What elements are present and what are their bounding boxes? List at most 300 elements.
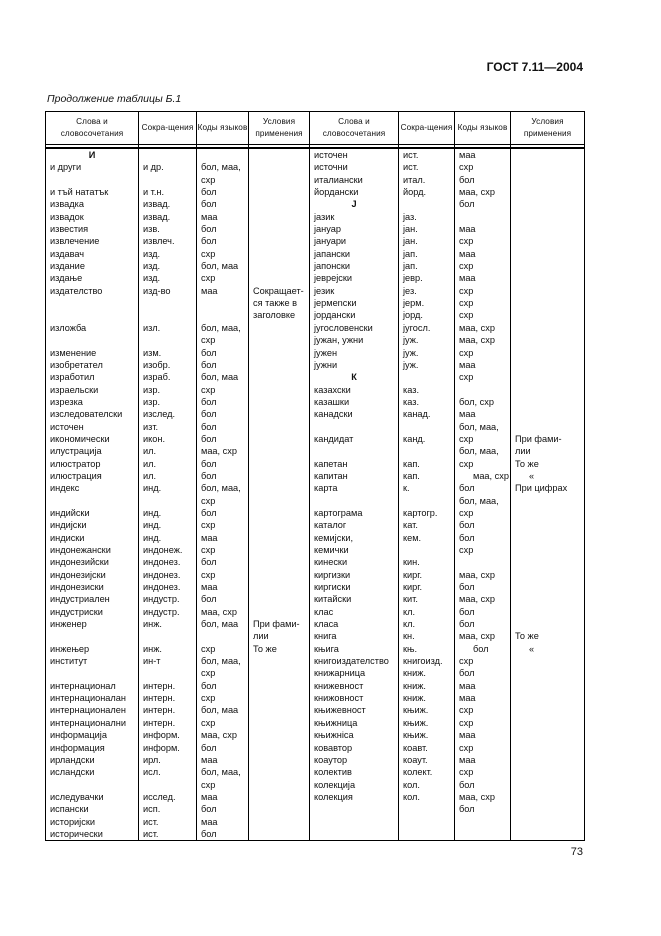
table-cell — [511, 754, 584, 766]
table-cell: бол, маа, — [459, 446, 499, 457]
table-cell: маа — [459, 248, 476, 259]
table-cell — [511, 729, 584, 741]
table-cell: При фами- — [253, 619, 300, 630]
table-cell — [511, 334, 584, 346]
table-cell: клас — [314, 606, 334, 617]
table-cell — [249, 581, 309, 593]
table-cell — [249, 495, 309, 507]
table-cell — [511, 742, 584, 754]
table-cell: источни — [314, 162, 348, 173]
table-cell: маа — [459, 150, 476, 160]
table-cell: к. — [403, 483, 410, 494]
table-cell: бол — [201, 507, 217, 518]
table-cell: изв. — [143, 224, 160, 235]
table-cell: бол — [201, 828, 217, 839]
table-cell: схр — [459, 162, 474, 173]
table-cell — [511, 593, 584, 605]
table-cell: инд. — [143, 507, 162, 518]
table-cell — [511, 421, 584, 433]
section-letter: J — [351, 199, 357, 210]
table-cell — [249, 359, 309, 371]
table-cell: инжењер — [50, 643, 90, 654]
table-cell — [511, 223, 584, 235]
table-cell: схр — [201, 495, 216, 506]
table-cell: индонежански — [50, 545, 111, 555]
table-cell: казашки — [314, 396, 350, 407]
table-cell: књиж. — [403, 717, 429, 728]
table-cell: инд. — [143, 532, 162, 543]
table-cell: колекция — [314, 791, 353, 802]
table-cell — [249, 704, 309, 716]
table-cell — [511, 359, 584, 371]
table-cell: схр — [201, 569, 216, 580]
table-cell — [511, 322, 584, 334]
table-cell: коаутор — [314, 754, 348, 765]
table-cell: илустрација — [50, 446, 102, 457]
table-cell — [249, 248, 309, 260]
table-cell: ил. — [143, 446, 157, 457]
table-cell: схр — [459, 742, 474, 753]
table-cell: класа — [314, 619, 339, 630]
table-cell — [249, 593, 309, 605]
table-cell — [511, 581, 584, 593]
table-cell: јап. — [403, 248, 418, 259]
table-cell: индиски — [50, 532, 85, 543]
table-cell: изработил — [50, 372, 95, 383]
table-cell — [197, 630, 248, 642]
table-cell: изл. — [143, 322, 161, 333]
table-cell: икон. — [143, 433, 165, 444]
page-number: 73 — [570, 846, 583, 858]
table-cell: йорд. — [403, 187, 427, 198]
table-cell: бол — [201, 458, 217, 469]
table-cell: схр — [459, 507, 474, 518]
table-cell: маа — [201, 754, 218, 765]
table-cell: информ. — [143, 742, 180, 753]
right-codes-column — [455, 148, 511, 841]
table-cell: кемијски, — [314, 532, 354, 543]
table-cell — [511, 606, 584, 618]
table-cell: маа — [201, 582, 218, 593]
table-cell — [249, 334, 309, 346]
table-cell: институт — [50, 656, 88, 667]
table-cell: интернационални — [50, 717, 126, 728]
table-cell: канадски — [314, 409, 353, 420]
table-cell — [46, 495, 138, 507]
table-cell: ин-т — [143, 656, 161, 667]
table-cell — [139, 630, 196, 642]
table-cell: књижница — [314, 717, 358, 728]
col-header-conditions: Условия применения — [249, 112, 310, 145]
table-cell: бол, маа — [201, 261, 239, 272]
table-cell: бол — [201, 594, 217, 605]
table-cell: колекција — [314, 779, 356, 790]
table-cell: бол, маа, — [459, 495, 499, 506]
table-cell: историјски — [50, 816, 95, 827]
table-cell: бол, маа, — [201, 767, 241, 778]
table-cell: јеврејски — [314, 273, 353, 284]
table-cell: ся также в — [253, 298, 298, 309]
table-cell: маа, схр — [201, 730, 237, 741]
table-cell: исслед. — [143, 791, 176, 802]
table-cell — [399, 198, 454, 210]
table-cell: маа, схр — [459, 594, 495, 605]
table-cell — [455, 384, 510, 396]
table-cell: изслед. — [143, 409, 176, 420]
table-cell: индонеж. — [143, 545, 183, 555]
table-cell: ковавтор — [314, 742, 353, 753]
table-cell — [249, 507, 309, 519]
table-cell: исп. — [143, 804, 161, 815]
table-cell: китайски — [314, 594, 352, 605]
table-cell: извадок — [50, 211, 84, 222]
table-cell: бол — [201, 187, 217, 198]
table-cell: книжовност — [314, 693, 364, 704]
table-cell: маа, схр — [459, 631, 495, 642]
table-cell: јевр. — [403, 273, 423, 284]
table-cell: схр — [459, 347, 474, 358]
table-cell: маа — [459, 754, 476, 765]
table-cell: То же — [515, 631, 539, 642]
table-cell — [511, 408, 584, 420]
table-cell: индустриален — [50, 594, 110, 605]
table-cell: схр — [201, 717, 216, 728]
table-cell: киргизки — [314, 569, 351, 580]
table-cell — [249, 544, 309, 556]
table-cell: кинески — [314, 557, 348, 568]
table-cell: маа, схр — [459, 322, 495, 333]
table-cell: бол — [201, 680, 217, 691]
table-cell: маа — [459, 409, 476, 420]
table-cell: интернационалан — [50, 693, 126, 704]
table-cell: јуж. — [403, 347, 419, 358]
table-caption: Продолжение таблицы Б.1 — [47, 93, 182, 105]
table-cell: маа — [459, 359, 476, 370]
table-cell: схр — [459, 298, 474, 309]
table-cell: инж. — [143, 619, 162, 630]
table-cell: јап. — [403, 261, 418, 272]
table-cell — [197, 149, 248, 161]
table-cell — [249, 692, 309, 704]
table-cell: книжевност — [314, 680, 364, 691]
table-cell: каз. — [403, 384, 419, 395]
table-cell: индустр. — [143, 594, 180, 605]
table-cell: бол, маа, — [459, 421, 499, 432]
table-cell: канад. — [403, 409, 431, 420]
table-cell — [511, 285, 584, 297]
table-cell — [46, 174, 138, 186]
col-header-conditions-2: Условия применения — [511, 112, 585, 145]
table-body-row — [46, 148, 585, 841]
table-cell: јануар — [314, 224, 341, 235]
table-cell — [249, 556, 309, 568]
table-cell — [511, 532, 584, 544]
table-cell: книга — [314, 631, 337, 642]
table-cell: бол — [473, 643, 489, 654]
table-cell — [511, 248, 584, 260]
table-cell: јордански — [314, 310, 356, 321]
col-header-codes-2: Коды языков — [455, 112, 511, 145]
table-cell: књиж. — [403, 730, 429, 741]
table-cell: илюстратор — [50, 458, 101, 469]
table-cell: бол — [459, 619, 475, 630]
table-cell: информ. — [143, 730, 180, 741]
table-cell: капетан — [314, 458, 348, 469]
table-cell — [249, 532, 309, 544]
table-cell — [249, 766, 309, 778]
left-codes-column — [197, 148, 249, 841]
section-letter: И — [88, 150, 96, 160]
table-cell: То же — [515, 458, 539, 469]
table-cell — [249, 655, 309, 667]
table-cell — [46, 779, 138, 791]
table-cell: илюстрация — [50, 470, 102, 481]
table-cell — [249, 186, 309, 198]
table-cell: книж. — [403, 680, 426, 691]
table-cell: кап. — [403, 458, 420, 469]
table-cell: ирл. — [143, 754, 161, 765]
table-cell: индијски — [50, 520, 87, 531]
table-cell — [310, 445, 398, 457]
table-cell — [249, 211, 309, 223]
table-cell: схр — [201, 643, 216, 654]
table-cell — [511, 704, 584, 716]
table-cell: бол — [201, 557, 217, 568]
table-cell: карта — [314, 483, 338, 494]
table-cell: киргиски — [314, 582, 351, 593]
table-cell — [511, 309, 584, 321]
table-cell — [197, 297, 248, 309]
table-cell: исландски — [50, 767, 95, 778]
table-cell — [249, 791, 309, 803]
table-cell: јан. — [403, 236, 418, 247]
table-cell — [249, 680, 309, 692]
table-cell: бол — [459, 174, 475, 185]
right-words-column — [310, 148, 399, 841]
table-cell: схр — [459, 236, 474, 247]
table-cell: изд. — [143, 261, 161, 272]
table-cell — [139, 667, 196, 679]
table-cell — [511, 655, 584, 667]
table-cell: бол — [459, 520, 475, 531]
right-conditions-column — [511, 148, 585, 841]
table-cell: лии — [515, 446, 531, 457]
table-cell: ирландски — [50, 754, 95, 765]
table-cell: изложба — [50, 322, 87, 333]
table-cell: индонез. — [143, 582, 181, 593]
table-cell: изрезка — [50, 396, 83, 407]
table-cell: бол — [459, 668, 475, 679]
table-cell: исторически — [50, 828, 103, 839]
table-cell: и други — [50, 162, 82, 173]
table-cell: индустриски — [50, 606, 103, 617]
table-cell: индонез. — [143, 557, 181, 568]
table-cell: ист. — [403, 150, 419, 160]
table-cell — [399, 371, 454, 383]
table-cell — [249, 470, 309, 482]
table-cell: италиански — [314, 174, 363, 185]
table-cell: инд. — [143, 483, 162, 494]
table-cell: бол — [201, 742, 217, 753]
table-cell: извад. — [143, 211, 171, 222]
table-cell: изд. — [143, 248, 161, 259]
table-cell — [310, 421, 398, 433]
table-cell — [511, 556, 584, 568]
table-cell — [511, 495, 584, 507]
table-cell: колектив — [314, 767, 352, 778]
table-cell: книж. — [403, 668, 426, 679]
table-header-row — [46, 112, 585, 145]
table-cell: интернационал — [50, 680, 116, 691]
left-words-column — [46, 148, 139, 841]
table-cell: капитан — [314, 470, 348, 481]
table-cell: изменение — [50, 347, 97, 358]
table-cell — [249, 445, 309, 457]
table-cell: кит. — [403, 594, 418, 605]
table-cell: интерн. — [143, 717, 176, 728]
table-cell: схр — [201, 693, 216, 704]
table-cell: кн. — [403, 631, 415, 642]
table-cell: индонезийски — [50, 557, 109, 568]
table-cell: бол — [459, 532, 475, 543]
col-header-codes: Коды языков — [197, 112, 249, 145]
table-cell: инж. — [143, 643, 162, 654]
table-cell — [249, 803, 309, 815]
table-cell: интернационален — [50, 705, 126, 716]
table-cell: схр — [459, 310, 474, 321]
table-cell — [511, 507, 584, 519]
table-cell: јужан, ужни — [314, 335, 364, 346]
table-cell: јужни — [314, 359, 338, 370]
table-cell — [139, 309, 196, 321]
table-cell: југословенски — [314, 322, 373, 333]
table-cell: кол. — [403, 791, 420, 802]
table-cell — [399, 495, 454, 507]
table-cell: схр — [201, 174, 216, 185]
table-cell — [399, 445, 454, 457]
table-cell: књига — [314, 643, 339, 654]
section-letter: К — [351, 372, 357, 383]
table-cell: интерн. — [143, 705, 176, 716]
table-cell — [249, 433, 309, 445]
table-cell — [511, 384, 584, 396]
table-cell: јуж. — [403, 335, 419, 346]
left-abbr-column — [139, 148, 197, 841]
table-cell — [249, 198, 309, 210]
table-cell — [511, 174, 584, 186]
table-cell: картогр. — [403, 507, 438, 518]
table-cell: инженер — [50, 619, 87, 630]
table-cell: схр — [459, 767, 474, 778]
table-cell: схр — [459, 717, 474, 728]
table-cell: схр — [459, 705, 474, 716]
table-cell: схр — [201, 520, 216, 531]
table-cell — [139, 779, 196, 791]
table-cell — [249, 569, 309, 581]
table-cell: јорд. — [403, 310, 423, 321]
table-cell — [249, 729, 309, 741]
table-cell: ист. — [403, 162, 419, 173]
table-cell: и тъй нататък — [50, 187, 109, 198]
table-cell: изт. — [143, 421, 159, 432]
table-cell: јез. — [403, 285, 417, 296]
table-cell — [249, 161, 309, 173]
table-cell: бол, маа, — [201, 322, 241, 333]
table-cell — [249, 828, 309, 840]
table-cell: бол — [201, 421, 217, 432]
table-cell: језик — [314, 285, 335, 296]
table-cell: бол, маа, — [201, 483, 241, 494]
table-cell: изобретател — [50, 359, 103, 370]
table-cell: индекс — [50, 483, 80, 494]
table-cell: изр. — [143, 396, 161, 407]
table-cell: « — [529, 643, 535, 654]
table-cell — [139, 149, 196, 161]
table-cell: схр — [201, 335, 216, 346]
table-cell: казахски — [314, 384, 351, 395]
table-cell: бол, маа, — [201, 656, 241, 667]
table-cell: изд-во — [143, 285, 171, 296]
table-cell: кирг. — [403, 582, 423, 593]
table-cell — [249, 667, 309, 679]
table-cell: книж. — [403, 693, 426, 704]
table-cell: кол. — [403, 779, 420, 790]
table-cell: и т.н. — [143, 187, 165, 198]
table-cell: кем. — [403, 532, 422, 543]
table-cell: бол — [459, 199, 475, 210]
table-cell — [511, 519, 584, 531]
table-cell — [197, 309, 248, 321]
table-cell — [511, 198, 584, 210]
table-cell — [249, 260, 309, 272]
table-cell — [139, 495, 196, 507]
table-cell — [511, 272, 584, 284]
abbreviations-table — [45, 111, 585, 841]
left-conditions-column — [249, 148, 310, 841]
table-cell: схр — [201, 248, 216, 259]
table-cell: лии — [253, 631, 269, 642]
table-cell — [249, 742, 309, 754]
table-cell: маа — [201, 211, 218, 222]
table-cell: маа, схр — [201, 606, 237, 617]
table-cell: бол — [201, 396, 217, 407]
table-cell: јазик — [314, 211, 335, 222]
table-cell: бол — [459, 779, 475, 790]
table-cell — [46, 297, 138, 309]
table-cell: каталог — [314, 520, 347, 531]
table-cell — [249, 272, 309, 284]
table-cell: бол, схр — [459, 396, 494, 407]
table-cell: књ. — [403, 643, 418, 654]
table-cell: бол — [201, 409, 217, 420]
table-cell: кирг. — [403, 569, 423, 580]
table-cell: бол — [459, 483, 475, 494]
right-abbr-column — [399, 148, 455, 841]
table-cell — [511, 667, 584, 679]
table-cell: схр — [459, 285, 474, 296]
table-cell — [46, 309, 138, 321]
col-header-words-2: Слова и словосочетания — [310, 112, 399, 145]
table-cell: јапански — [314, 248, 351, 259]
table-cell: бол — [201, 804, 217, 815]
table-cell — [511, 618, 584, 630]
table-cell — [249, 149, 309, 161]
table-cell — [46, 667, 138, 679]
table-cell: итал. — [403, 174, 426, 185]
table-cell — [249, 717, 309, 729]
table-cell: кат. — [403, 520, 418, 531]
table-cell — [455, 211, 510, 223]
